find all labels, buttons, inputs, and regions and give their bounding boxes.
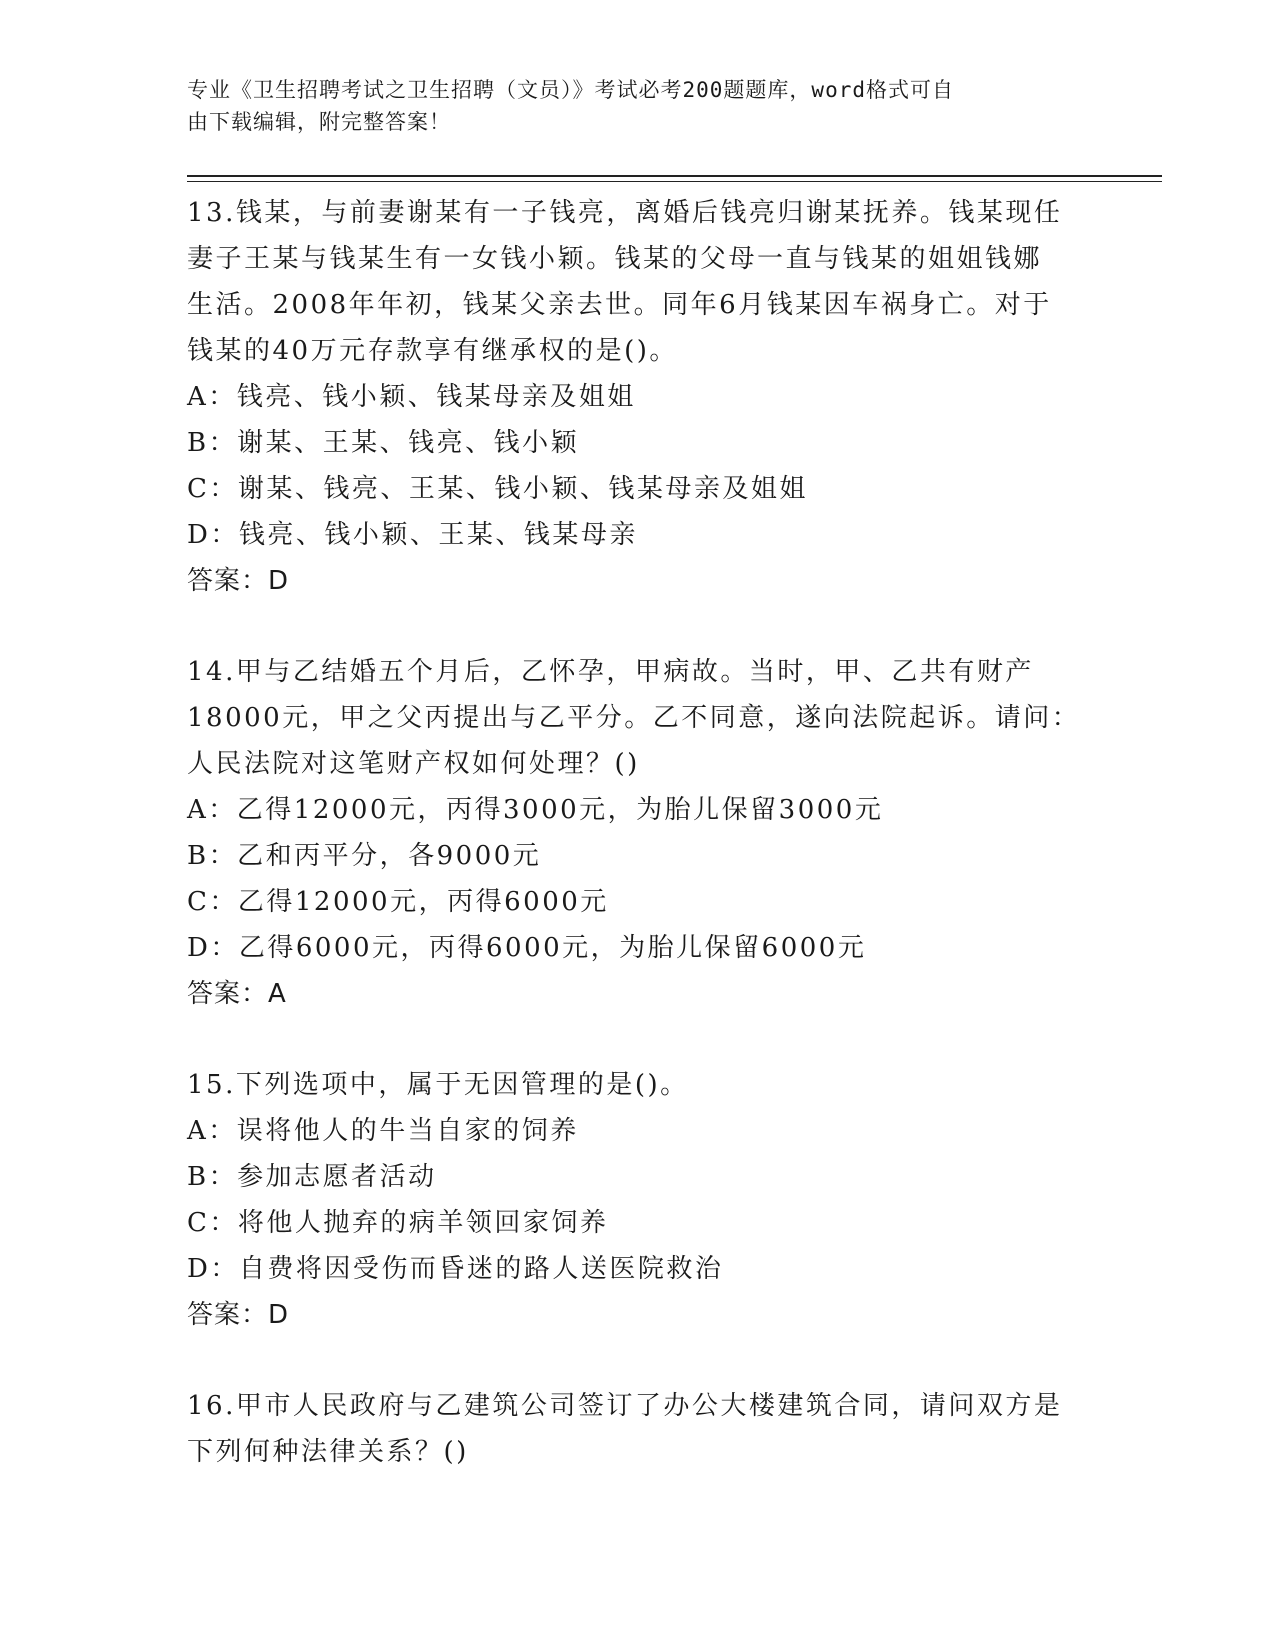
option-d: D：钱亮、钱小颖、王某、钱某母亲 (187, 520, 638, 550)
answer-line: 答案：A (187, 979, 287, 1009)
question-text-line: 钱某的40万元存款享有继承权的是()。 (187, 336, 678, 366)
header-divider-thick (187, 175, 1162, 177)
header-line-2: 由下载编辑，附完整答案！ (187, 110, 451, 134)
option-b: B：参加志愿者活动 (187, 1162, 437, 1192)
option-a: A：误将他人的牛当自家的饲养 (187, 1116, 579, 1146)
question-text-line: 下列何种法律关系？() (187, 1437, 469, 1467)
question-14 (187, 649, 1081, 1017)
option-b: B：谢某、王某、钱亮、钱小颖 (187, 428, 580, 458)
question-text-line: 16.甲市人民政府与乙建筑公司签订了办公大楼建筑合同，请问双方是 (187, 1391, 1063, 1421)
option-d: D：自费将因受伤而昏迷的路人送医院救治 (187, 1254, 724, 1284)
option-a: A：钱亮、钱小颖、钱某母亲及姐姐 (187, 382, 636, 412)
question-spacer (187, 1338, 1077, 1383)
answer-line: 答案：D (187, 566, 290, 596)
header-divider-thin (187, 181, 1162, 182)
option-c: C：将他人抛弃的病羊领回家饲养 (187, 1208, 609, 1238)
question-13 (187, 190, 1077, 604)
question-text-line: 14.甲与乙结婚五个月后，乙怀孕，甲病故。当时，甲、乙共有财产 (187, 657, 1034, 687)
question-16 (187, 1383, 1077, 1475)
question-list (187, 190, 1081, 1475)
question-text-line: 13.钱某，与前妻谢某有一子钱亮，离婚后钱亮归谢某抚养。钱某现任 (187, 198, 1063, 228)
option-a: A：乙得12000元，丙得3000元，为胎儿保留3000元 (187, 795, 884, 825)
header-line-1: 专业《卫生招聘考试之卫生招聘（文员）》考试必考200题题库，word格式可自 (187, 78, 954, 102)
question-text-line: 15.下列选项中，属于无因管理的是()。 (187, 1070, 689, 1100)
question-text-line: 18000元，甲之父丙提出与乙平分。乙不同意，遂向法院起诉。请问： (187, 703, 1081, 733)
question-spacer (187, 604, 1077, 649)
document-header (187, 74, 1067, 138)
question-text-line: 妻子王某与钱某生有一女钱小颖。钱某的父母一直与钱某的姐姐钱娜 (187, 244, 1043, 274)
option-b: B：乙和丙平分，各9000元 (187, 841, 542, 871)
question-text-line: 生活。2008年年初，钱某父亲去世。同年6月钱某因车祸身亡。对于 (187, 290, 1052, 320)
option-c: C：乙得12000元，丙得6000元 (187, 887, 609, 917)
answer-line: 答案：D (187, 1300, 290, 1330)
option-c: C：谢某、钱亮、王某、钱小颖、钱某母亲及姐姐 (187, 474, 808, 504)
question-text-line: 人民法院对这笔财产权如何处理？() (187, 749, 640, 779)
question-15 (187, 1062, 1077, 1338)
option-d: D：乙得6000元，丙得6000元，为胎儿保留6000元 (187, 933, 867, 963)
question-spacer (187, 1017, 1077, 1062)
